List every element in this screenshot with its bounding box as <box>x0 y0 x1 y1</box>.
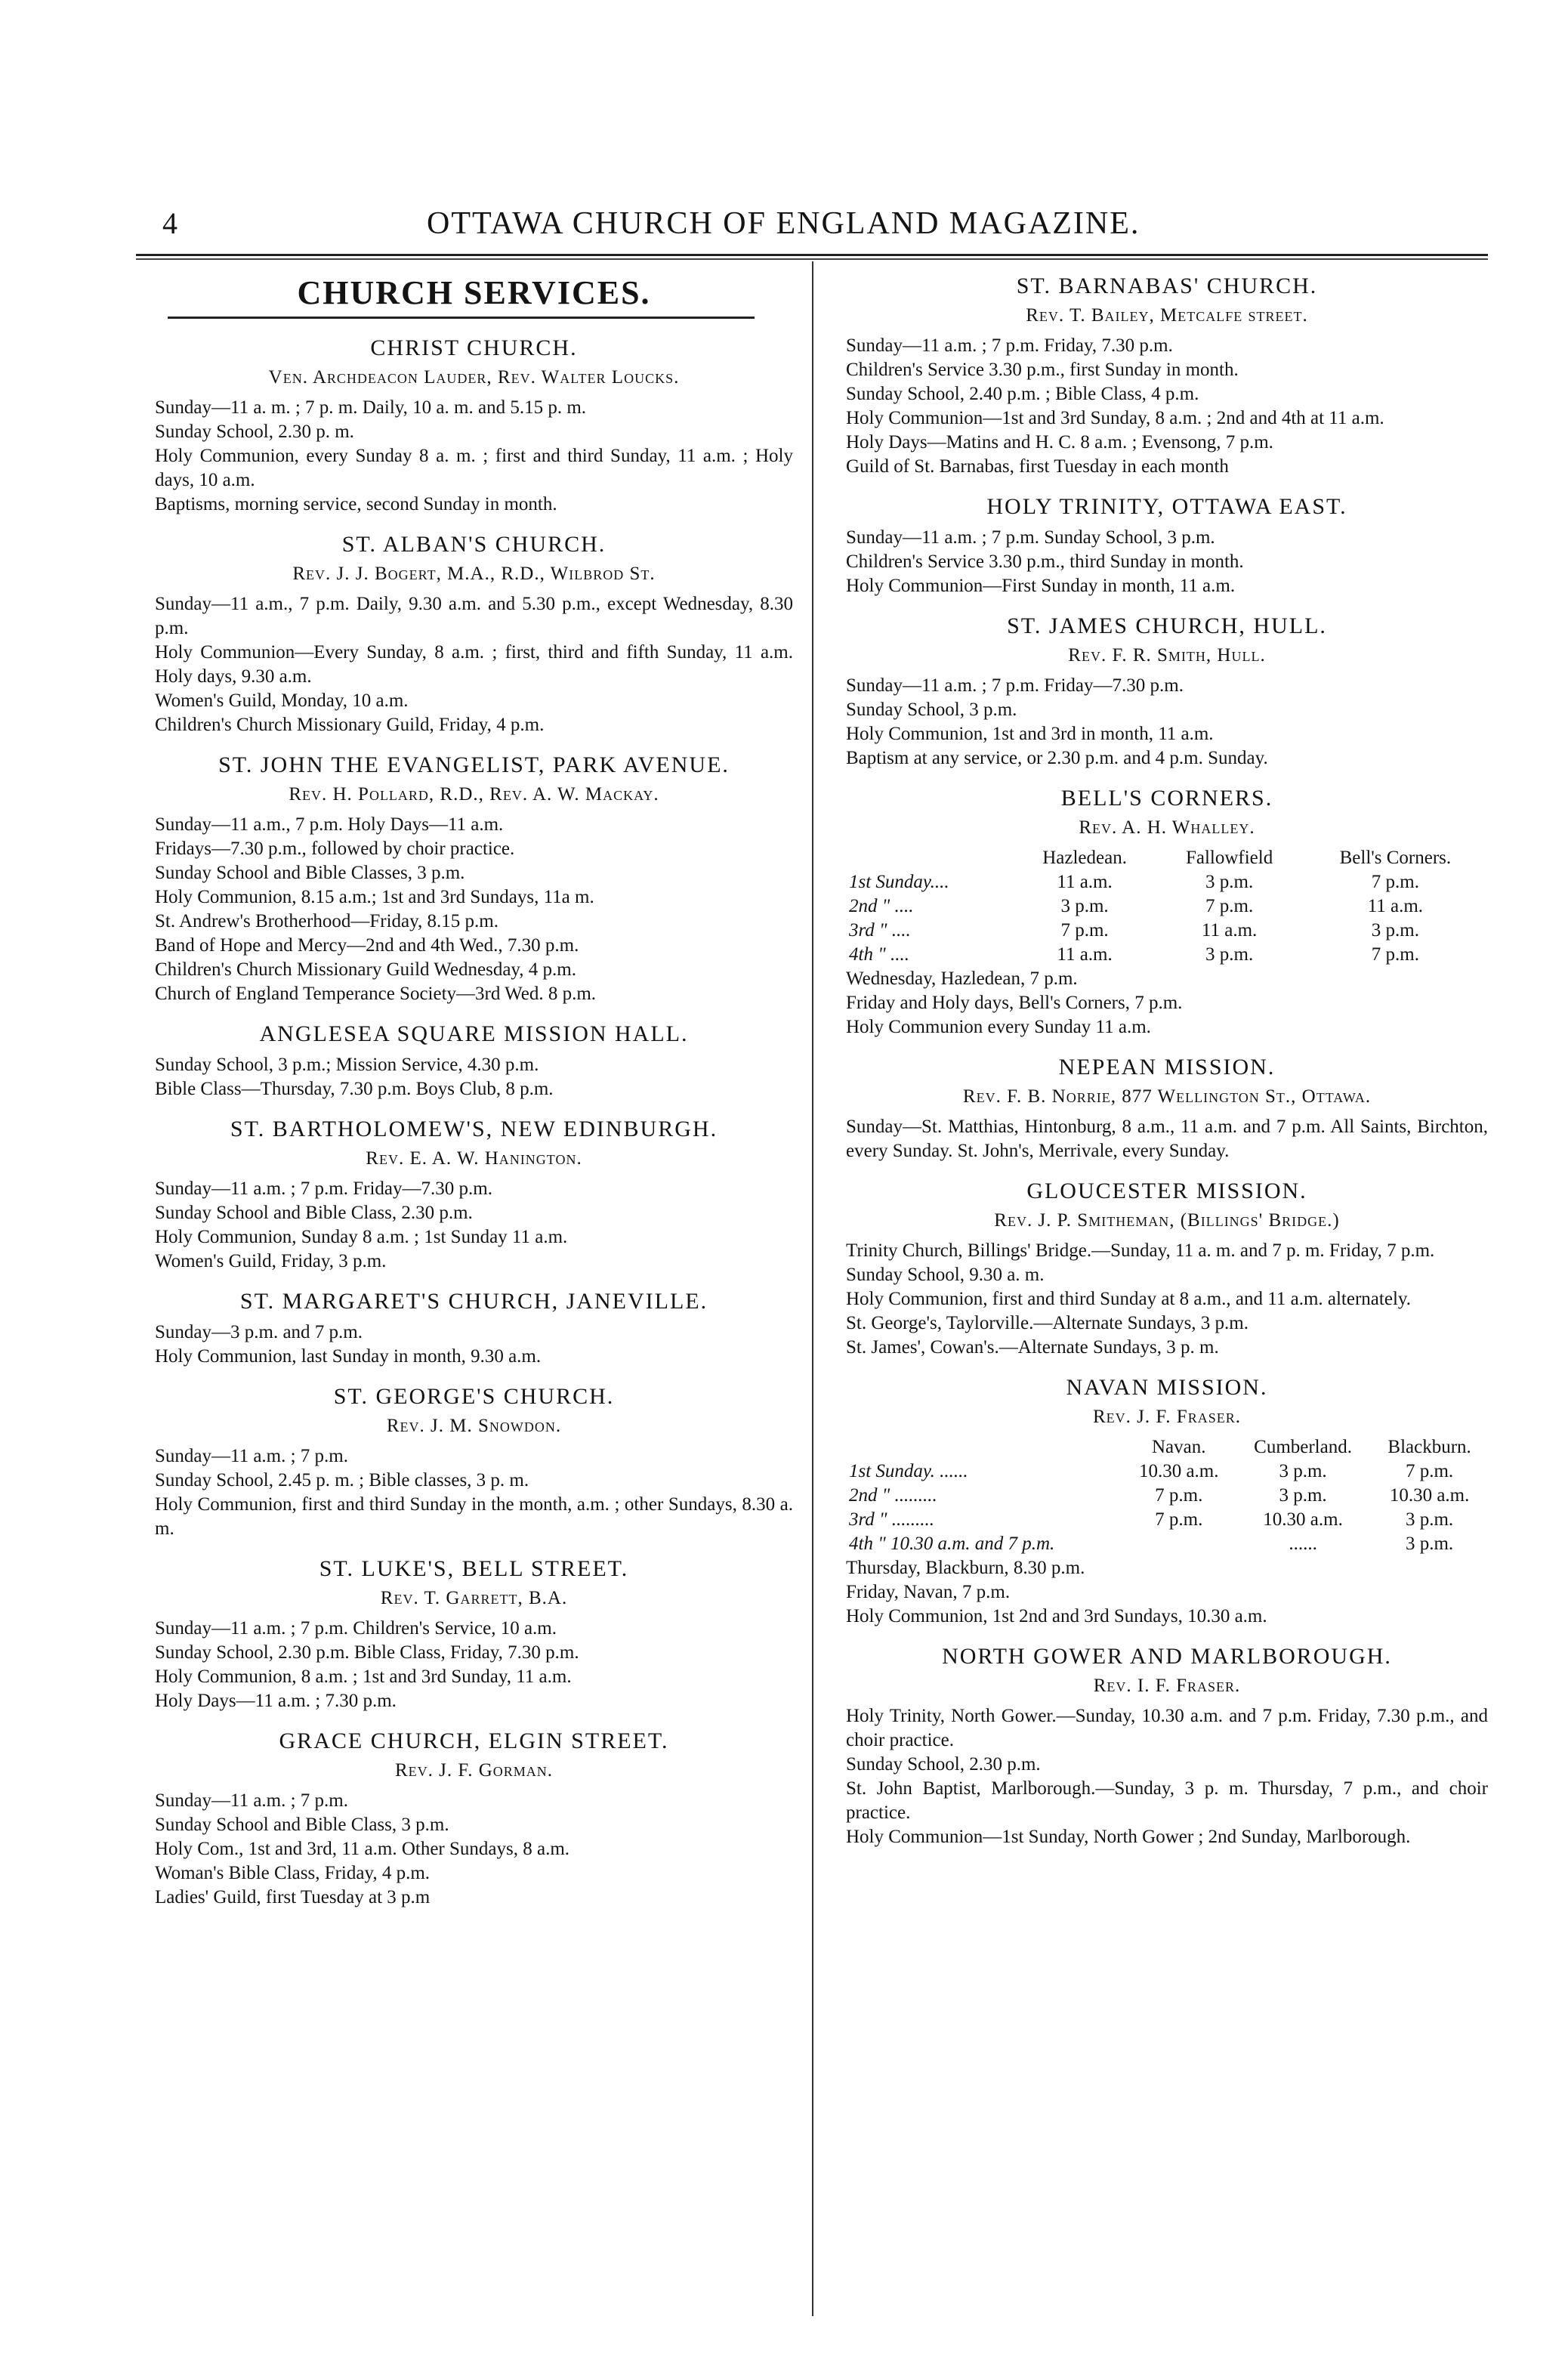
section-title: HOLY TRINITY, OTTAWA EAST. <box>986 494 1347 519</box>
church-section <box>155 1117 793 1274</box>
service-line: Holy Communion, first and third Sunday in the month, a.m. ; other Sundays, 8.30 a. m. <box>155 1494 793 1539</box>
table-cell: 11 a.m. <box>1367 896 1424 916</box>
table-cell: 3rd " ......... <box>849 1509 935 1530</box>
table-cell: 3rd " .... <box>849 920 911 941</box>
table-cell: 7 p.m. <box>1405 1461 1454 1481</box>
table-cell: 3 p.m. <box>1279 1485 1327 1506</box>
service-line: Children's Service 3.30 p.m., first Sunday in month. <box>846 360 1239 380</box>
section-title: ST. JOHN THE EVANGELIST, PARK AVENUE. <box>218 752 730 777</box>
bells-schedule-table <box>846 846 1488 967</box>
section-clergy: Rev. J. J. Bogert, M.A., R.D., Wilbrod St. <box>292 564 656 584</box>
service-line: Sunday—11 a.m. ; 7 p.m. Friday—7.30 p.m. <box>155 1178 492 1199</box>
navan-schedule-table <box>846 1435 1488 1556</box>
table-header-row <box>846 846 1488 870</box>
service-line: Women's Guild, Friday, 3 p.m. <box>155 1251 387 1271</box>
section-clergy: Rev. I. F. Fraser. <box>1093 1676 1241 1696</box>
table-cell: 3 p.m. <box>1405 1509 1454 1530</box>
service-line: Ladies' Guild, first Tuesday at 3 p.m <box>155 1887 431 1907</box>
service-line: Trinity Church, Billings' Bridge.—Sunday, 11 a. m. and 7 p. m. Friday, 7 p.m. <box>846 1240 1435 1261</box>
section-clergy: Rev. J. F. Fraser. <box>1093 1407 1241 1427</box>
table-cell: 1st Sunday.... <box>849 872 949 892</box>
table-row <box>846 1508 1488 1532</box>
column-header <box>846 1435 1123 1460</box>
service-line: Sunday School, 3 p.m.; Mission Service, 4.30 p.m. <box>155 1055 539 1075</box>
service-line: Holy Days—11 a.m. ; 7.30 p.m. <box>155 1691 397 1711</box>
right-sections-bottom <box>846 1644 1488 1849</box>
section-clergy: Rev. F. B. Norrie, 877 Wellington St., Ottawa. <box>962 1086 1372 1107</box>
section-title: ST. JAMES CHURCH, HULL. <box>1007 613 1327 638</box>
service-line: Sunday School, 2.30 p. m. <box>155 422 354 442</box>
service-line: Thursday, Blackburn, 8.30 p.m. <box>846 1558 1085 1578</box>
service-line: Sunday—11 a.m. ; 7 p.m. Children's Service, 10 a.m. <box>155 1618 557 1639</box>
service-line: Friday, Navan, 7 p.m. <box>846 1582 1011 1602</box>
service-line: Sunday—11 a.m. ; 7 p.m. <box>155 1446 349 1466</box>
section-clergy: Rev. E. A. W. Hanington. <box>366 1148 582 1169</box>
table-cell: 10.30 a.m. <box>1263 1509 1343 1530</box>
service-line: Children's Church Missionary Guild, Friday, 4 p.m. <box>155 715 545 735</box>
service-line: Holy Communion—1st and 3rd Sunday, 8 a.m. ; 2nd and 4th at 11 a.m. <box>846 408 1384 428</box>
service-line: Guild of St. Barnabas, first Tuesday in each month <box>846 456 1229 477</box>
table-cell: 3 p.m. <box>1060 896 1109 916</box>
column-header: Navan. <box>1151 1437 1206 1457</box>
church-section <box>155 1289 793 1369</box>
table-cell: 7 p.m. <box>1205 896 1254 916</box>
service-line: Holy Communion, last Sunday in month, 9.30 a.m. <box>155 1346 542 1367</box>
section-title: BELL'S CORNERS. <box>1060 786 1273 811</box>
table-cell: 3 p.m. <box>1279 1461 1327 1481</box>
service-line: Sunday School, 2.30 p.m. Bible Class, Friday, 7.30 p.m. <box>155 1642 579 1663</box>
service-line: Holy Communion—First Sunday in month, 11 a.m. <box>846 576 1236 596</box>
service-line: Sunday—11 a.m. ; 7 p.m. Friday, 7.30 p.m. <box>846 335 1173 356</box>
section-title: ST. BARNABAS' CHURCH. <box>1016 273 1318 298</box>
left-column <box>155 273 793 1925</box>
section-title: NAVAN MISSION. <box>1066 1375 1268 1400</box>
section-clergy: Ven. Archdeacon Lauder, Rev. Walter Loucks. <box>268 367 680 388</box>
service-line: Band of Hope and Mercy—2nd and 4th Wed., 7.30 p.m. <box>155 935 579 956</box>
table-cell: 7 p.m. <box>1371 944 1419 965</box>
table-cell: 3 p.m. <box>1405 1534 1454 1554</box>
service-line: Sunday School, 2.30 p.m. <box>846 1754 1041 1775</box>
table-cell: 10.30 a.m. <box>1138 1461 1219 1481</box>
section-clergy: Rev. J. P. Smitheman, (Billings' Bridge.) <box>994 1210 1340 1231</box>
service-line: Baptism at any service, or 2.30 p.m. and 4 p.m. Sunday. <box>846 748 1268 768</box>
section-title: ST. BARTHOLOMEW'S, NEW EDINBURGH. <box>230 1117 718 1141</box>
header-rule-thin <box>136 258 1488 260</box>
service-line: Church of England Temperance Society—3rd Wed. 8 p.m. <box>155 984 597 1004</box>
section-title: GRACE CHURCH, ELGIN STREET. <box>279 1728 669 1753</box>
section-clergy: Rev. T. Garrett, B.A. <box>380 1588 568 1608</box>
running-title: OTTAWA CHURCH OF ENGLAND MAGAZINE. <box>427 206 1141 241</box>
service-line: Holy Communion, Sunday 8 a.m. ; 1st Sunday 11 a.m. <box>155 1227 568 1247</box>
church-section <box>846 613 1488 771</box>
church-section <box>155 752 793 1006</box>
church-section <box>846 1644 1488 1849</box>
table-cell: 3 p.m. <box>1205 944 1254 965</box>
section-title: ANGLESEA SQUARE MISSION HALL. <box>259 1021 689 1046</box>
navan-notes <box>846 1556 1488 1629</box>
church-section <box>155 1021 793 1101</box>
service-line: Fridays—7.30 p.m., followed by choir practice. <box>155 839 515 859</box>
table-cell: 7 p.m. <box>1371 872 1419 892</box>
table-cell: 4th " 10.30 a.m. and 7 p.m. <box>849 1534 1055 1554</box>
section-clergy: Rev. J. F. Gorman. <box>394 1760 554 1781</box>
church-section <box>846 273 1488 479</box>
column-header: Fallowfield <box>1185 848 1273 868</box>
service-line: Baptisms, morning service, second Sunday in month. <box>155 494 557 514</box>
table-cell: 2nd " .... <box>849 896 914 916</box>
column-header <box>846 846 1014 870</box>
section-clergy: Rev. T. Bailey, Metcalfe street. <box>1026 305 1308 326</box>
service-line: Holy Communion, first and third Sunday at 8 a.m., and 11 a.m. alternately. <box>846 1289 1412 1309</box>
table-cell: 4th " .... <box>849 944 909 965</box>
header-rule <box>136 254 1488 256</box>
section-title: ST. GEORGE'S CHURCH. <box>333 1384 615 1409</box>
service-line: St. George's, Taylorville.—Alternate Sundays, 3 p.m. <box>846 1313 1249 1333</box>
service-line: Holy Communion, 1st 2nd and 3rd Sundays, 10.30 a.m. <box>846 1606 1267 1626</box>
table-header-row <box>846 1435 1488 1460</box>
church-section <box>846 1178 1488 1360</box>
table-cell: 1st Sunday. ...... <box>849 1461 968 1481</box>
table-cell: 10.30 a.m. <box>1389 1485 1470 1506</box>
service-line: Sunday School, 2.45 p. m. ; Bible classes, 3 p. m. <box>155 1470 529 1490</box>
service-line: Sunday—11 a.m., 7 p.m. Holy Days—11 a.m. <box>155 814 504 835</box>
service-line: Sunday School, 3 p.m. <box>846 700 1017 720</box>
table-cell: ...... <box>1289 1534 1317 1554</box>
service-line: Sunday—11 a.m., 7 p.m. Daily, 9.30 a.m. and 5.30 p.m., except Wednesday, 8.30 p.m. <box>155 594 793 638</box>
table-cell: 11 a.m. <box>1201 920 1258 941</box>
table-row <box>846 1460 1488 1484</box>
service-line: Friday and Holy days, Bell's Corners, 7 p.m. <box>846 993 1183 1013</box>
table-cell: 7 p.m. <box>1060 920 1109 941</box>
section-title: ST. MARGARET'S CHURCH, JANEVILLE. <box>239 1289 708 1314</box>
section-clergy: Rev. H. Pollard, R.D., Rev. A. W. Mackay. <box>289 784 659 805</box>
page-title: CHURCH SERVICES. <box>297 274 651 311</box>
bells-corners-section <box>846 786 1488 1039</box>
service-line: Holy Days—Matins and H. C. 8 a.m. ; Evensong, 7 p.m. <box>846 432 1273 453</box>
table-cell: 7 p.m. <box>1155 1485 1203 1506</box>
church-section <box>155 335 793 517</box>
service-line: Bible Class—Thursday, 7.30 p.m. Boys Club, 8 p.m. <box>155 1079 554 1099</box>
service-line: Sunday—11 a.m. ; 7 p.m. <box>155 1790 349 1811</box>
right-column <box>846 273 1488 1864</box>
table-row <box>846 1532 1488 1556</box>
service-line: Holy Communion, 8 a.m. ; 1st and 3rd Sunday, 11 a.m. <box>155 1666 572 1687</box>
service-line: Holy Communion, 8.15 a.m.; 1st and 3rd Sundays, 11a m. <box>155 887 594 907</box>
section-title: CHRIST CHURCH. <box>370 335 578 360</box>
service-line: Sunday—St. Matthias, Hintonburg, 8 a.m., 11 a.m. and 7 p.m. All Saints, Birchton, every Sunday. St. John's, Merrivale, every Sunday. <box>846 1117 1488 1161</box>
service-line: Sunday School and Bible Class, 3 p.m. <box>155 1815 449 1835</box>
service-line: St. Andrew's Brotherhood—Friday, 8.15 p.m. <box>155 911 498 931</box>
table-cell: 3 p.m. <box>1205 872 1254 892</box>
column-header: Cumberland. <box>1254 1437 1352 1457</box>
section-title: GLOUCESTER MISSION. <box>1026 1178 1307 1203</box>
table-row <box>846 894 1488 919</box>
service-line: Holy Communion—1st Sunday, North Gower ; 2nd Sunday, Marlborough. <box>846 1827 1411 1847</box>
service-line: Children's Service 3.30 p.m., third Sunday in month. <box>846 551 1244 572</box>
church-section <box>155 1556 793 1713</box>
column-divider <box>812 261 813 2316</box>
service-line: Sunday School, 2.40 p.m. ; Bible Class, 4 p.m. <box>846 384 1199 404</box>
church-section <box>155 532 793 737</box>
navan-section <box>846 1375 1488 1629</box>
column-header: Bell's Corners. <box>1339 848 1452 868</box>
section-clergy: Rev. F. R. Smith, Hull. <box>1068 645 1266 666</box>
bells-notes <box>846 967 1488 1039</box>
service-line: Holy Communion—Every Sunday, 8 a.m. ; first, third and fifth Sunday, 11 a.m. Holy days, 9.30 a.m. <box>155 642 793 687</box>
service-line: Sunday—3 p.m. and 7 p.m. <box>155 1322 363 1342</box>
church-section <box>155 1728 793 1910</box>
church-section <box>846 1055 1488 1163</box>
table-cell: 7 p.m. <box>1155 1509 1203 1530</box>
table-cell: 11 a.m. <box>1057 944 1113 965</box>
table-cell: 3 p.m. <box>1371 920 1419 941</box>
section-clergy: Rev. A. H. Whalley. <box>1079 817 1255 838</box>
table-row <box>846 1484 1488 1508</box>
service-line: Woman's Bible Class, Friday, 4 p.m. <box>155 1863 431 1883</box>
page-number: 4 <box>162 206 177 240</box>
right-sections-top <box>846 273 1488 771</box>
service-line: Sunday School and Bible Classes, 3 p.m. <box>155 863 465 883</box>
column-header: Hazledean. <box>1042 848 1127 868</box>
title-rule <box>168 317 755 319</box>
section-title: ST. ALBAN'S CHURCH. <box>341 532 607 557</box>
service-line: Sunday School and Bible Class, 2.30 p.m. <box>155 1203 473 1223</box>
service-line: St. John Baptist, Marlborough.—Sunday, 3 p. m. Thursday, 7 p.m., and choir practice. <box>846 1778 1488 1823</box>
table-cell: 2nd " ......... <box>849 1485 937 1506</box>
service-line: Holy Com., 1st and 3rd, 11 a.m. Other Sundays, 8 a.m. <box>155 1839 570 1859</box>
right-sections-middle <box>846 1055 1488 1360</box>
section-clergy: Rev. J. M. Snowdon. <box>386 1416 562 1436</box>
table-row <box>846 943 1488 967</box>
service-line: Children's Church Missionary Guild Wednesday, 4 p.m. <box>155 959 576 980</box>
column-header: Blackburn. <box>1387 1437 1471 1457</box>
service-line: Holy Communion, every Sunday 8 a. m. ; first and third Sunday, 11 a.m. ; Holy days, 10 a.m. <box>155 446 793 490</box>
service-line: Sunday School, 9.30 a. m. <box>846 1265 1045 1285</box>
service-line: Holy Trinity, North Gower.—Sunday, 10.30 a.m. and 7 p.m. Friday, 7.30 p.m., and choir practice. <box>846 1706 1488 1750</box>
service-line: Sunday—11 a.m. ; 7 p.m. Sunday School, 3 p.m. <box>846 527 1215 548</box>
church-section <box>155 1384 793 1541</box>
page-header <box>162 205 1488 251</box>
service-line: Holy Communion, 1st and 3rd in month, 11 a.m. <box>846 724 1214 744</box>
service-line: Sunday—11 a.m. ; 7 p.m. Friday—7.30 p.m. <box>846 675 1184 696</box>
church-section <box>846 494 1488 598</box>
service-line: Wednesday, Hazledean, 7 p.m. <box>846 968 1078 989</box>
table-cell: 11 a.m. <box>1057 872 1113 892</box>
service-line: St. James', Cowan's.—Alternate Sundays, 3 p. m. <box>846 1337 1219 1358</box>
service-line: Holy Communion every Sunday 11 a.m. <box>846 1017 1151 1037</box>
left-sections <box>155 335 793 1910</box>
section-title: ST. LUKE'S, BELL STREET. <box>319 1556 629 1581</box>
service-line: Women's Guild, Monday, 10 a.m. <box>155 690 409 711</box>
table-row <box>846 919 1488 943</box>
table-cell <box>1123 1532 1235 1556</box>
section-title: NORTH GOWER AND MARLBOROUGH. <box>942 1644 1392 1669</box>
section-title: NEPEAN MISSION. <box>1058 1055 1276 1080</box>
table-row <box>846 870 1488 894</box>
service-line: Sunday—11 a. m. ; 7 p. m. Daily, 10 a. m. and 5.15 p. m. <box>155 397 587 418</box>
